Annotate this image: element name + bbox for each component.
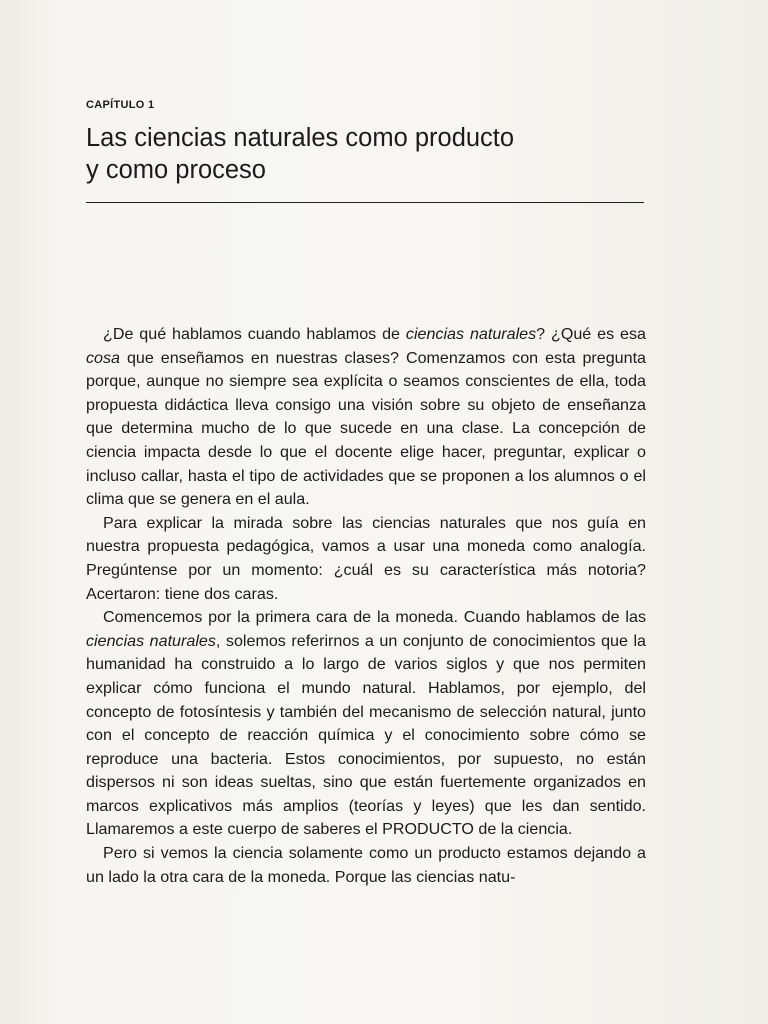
- chapter-title-line-1: Las ciencias naturales como producto: [86, 124, 515, 152]
- title-rule: [86, 202, 644, 203]
- p1-italic-cosa: cosa: [86, 348, 120, 367]
- p3-text-b: , solemos referirnos a un conjunto de conocimientos que la humanidad ha construido a lo largo de varios siglos y que nos permiten explicar cómo funciona el mundo natural. Hablamos, por ejemplo, del concepto de fotosíntesis y también del mecanismo de selección natural, junto con el concepto de reacción química y el conocimiento sobre cómo se reproduce una bacteria. Estos conocimientos, por supuesto, no están dispersos ni son ideas sueltas, sino que están fuertemente organizados en marcos explicativos más amplios (teorías y leyes) que les dan sentido. Llamaremos a este cuerpo de saberes el PRODUCTO de la ciencia.: [86, 631, 647, 839]
- paragraph-2: Para explicar la mirada sobre las ciencias naturales que nos guía en nuestra propuesta pedagógica, vamos a usar una moneda como analogía. Pregúntense por un momento: ¿cuál es su característica más notoria? Acertaron: tiene dos caras.: [86, 513, 646, 603]
- chapter-label: CAPÍTULO 1: [86, 99, 155, 111]
- p1-text-b: ? ¿Qué es esa: [536, 325, 646, 343]
- p3-text-a: Comencemos por la primera cara de la moneda. Cuando hablamos de las: [103, 608, 646, 627]
- chapter-title: [86, 122, 646, 186]
- p1-text-c: que enseñamos en nuestras clases? Comenzamos con esta pregunta porque, aunque no siempre sea explícita o seamos conscientes de ella, toda propuesta didáctica lleva consigo una visión sobre su objeto de enseñanza que determina mucho de lo que sucede en una clase. La concepción de ciencia impacta desde lo que el docente elige hacer, preguntar, explicar o incluso callar, hasta el tipo de actividades que se proponen a los alumnos o el clima que se genera en el aula.: [86, 348, 646, 509]
- p1-text-a: ¿De qué hablamos cuando hablamos de: [103, 325, 406, 343]
- paragraph-4: Pero si vemos la ciencia solamente como un producto estamos dejando a un lado la otra cara de la moneda. Porque las ciencias natu-: [86, 844, 646, 886]
- paragraph-1: [86, 323, 646, 512]
- p1-italic-ciencias-naturales: ciencias naturales: [405, 325, 537, 343]
- body-text: [86, 323, 646, 889]
- paragraph-3: [86, 606, 646, 842]
- chapter-title-line-2: y como proceso: [86, 156, 266, 184]
- p3-italic-ciencias-naturales: ciencias naturales: [86, 631, 216, 650]
